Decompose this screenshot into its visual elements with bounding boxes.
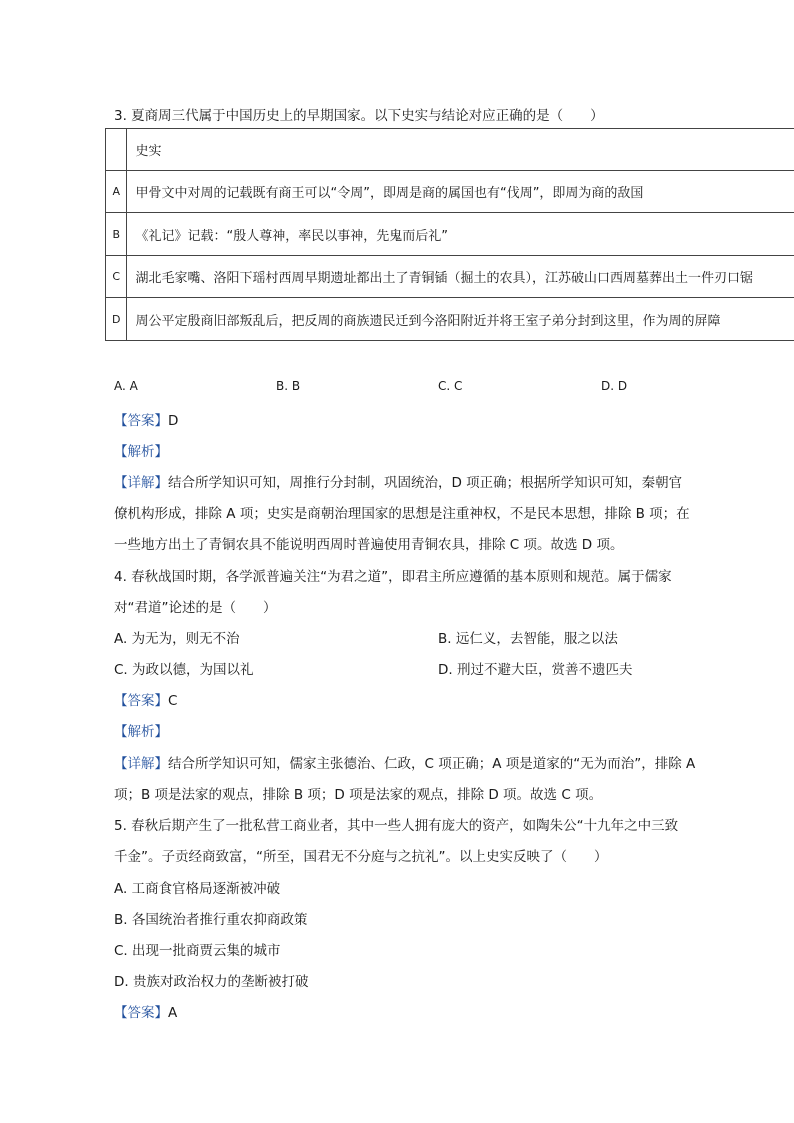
answer-tag: 【答案】 — [114, 1005, 168, 1021]
q4-stem-line-1: 4. 春秋战国时期，各学派普遍关注“为君之道”，即君主所应遵循的基本原则和规范。属于儒家 — [114, 569, 672, 585]
q3-option-b: B. B — [276, 379, 301, 393]
detail-tag: 【详解】 — [114, 475, 168, 491]
q3-detail-line-3: 一些地方出土了青铜农具不能说明西周时普遍使用青铜农具，排除 C 项。故选 D 项。 — [114, 537, 624, 553]
answer-value: C — [168, 693, 178, 709]
detail-tag: 【详解】 — [114, 756, 168, 772]
answer-value: A — [168, 1005, 178, 1021]
q5-option-b: B. 各国统治者推行重农抑商政策 — [114, 912, 308, 928]
q3-option-d: D. D — [601, 379, 628, 393]
q4-option-b: B. 远仁义，去智能，服之以法 — [438, 631, 618, 647]
detail-text: 结合所学知识可知，儒家主张德治、仁政，C 项正确；A 项是道家的“无为而治”，排除 A — [168, 756, 696, 772]
row-key: B — [106, 213, 127, 256]
row-text: 《礼记》记载：“殷人尊神，率民以事神，先鬼而后礼” — [127, 213, 794, 256]
q3-stem: 3. 夏商周三代属于中国历史上的早期国家。以下史实与结论对应正确的是（ ） — [114, 108, 604, 124]
row-text: 甲骨文中对周的记载既有商王可以“令周”，即周是商的属国也有“伐周”，即周为商的敌国 — [127, 171, 794, 213]
row-text: 周公平定殷商旧部叛乱后，把反周的商族遗民迁到今洛阳附近并将王室子弟分封到这里，作为周的屏障 — [127, 298, 794, 341]
q3-option-a: A. A — [114, 379, 138, 393]
q4-detail-line-1 — [114, 752, 695, 772]
q3-analysis-tag: 【解析】 — [114, 444, 168, 460]
q3-answer — [114, 409, 178, 429]
q4-answer — [114, 689, 177, 709]
table-row — [106, 171, 794, 213]
table-header-label: 史实 — [127, 129, 794, 171]
answer-tag: 【答案】 — [114, 413, 168, 429]
q3-detail-line-2: 僚机构形成，排除 A 项；史实是商朝治理国家的思想是注重神权，不是民本思想，排除 B 项；在 — [114, 506, 690, 522]
answer-value: D — [168, 413, 179, 429]
q4-analysis-tag: 【解析】 — [114, 724, 168, 740]
q3-facts-table — [105, 128, 794, 341]
table-header-key-cell — [106, 129, 127, 171]
table-row — [106, 298, 794, 341]
table-row — [106, 213, 794, 256]
row-key: D — [106, 298, 127, 341]
table-header-row — [106, 129, 794, 171]
q4-stem-line-2: 对“君道”论述的是（ ） — [114, 600, 277, 616]
q5-option-c: C. 出现一批商贾云集的城市 — [114, 943, 281, 959]
q4-option-c: C. 为政以德，为国以礼 — [114, 662, 254, 678]
q3-detail-line-1 — [114, 471, 682, 491]
row-key: C — [106, 256, 127, 298]
q4-option-d: D. 刑过不避大臣，赏善不遗匹夫 — [438, 662, 633, 678]
q5-stem-line-1: 5. 春秋后期产生了一批私营工商业者，其中一些人拥有庞大的资产，如陶朱公“十九年之中三致 — [114, 818, 679, 834]
table-row — [106, 256, 794, 298]
q5-answer — [114, 1001, 177, 1021]
q3-option-c: C. C — [438, 379, 463, 393]
row-key: A — [106, 171, 127, 213]
row-text: 湖北毛家嘴、洛阳下瑶村西周早期遗址都出土了青铜锸（掘土的农具），江苏破山口西周墓葬出土一件刃口锯 — [127, 256, 794, 298]
detail-text: 结合所学知识可知，周推行分封制，巩固统治，D 项正确；根据所学知识可知，秦朝官 — [168, 475, 683, 491]
q5-stem-line-2: 千金”。子贡经商致富，“所至，国君无不分庭与之抗礼”。以上史实反映了（ ） — [114, 849, 608, 865]
q4-detail-line-2: 项；B 项是法家的观点，排除 B 项；D 项是法家的观点，排除 D 项。故选 C 项。 — [114, 787, 603, 803]
q4-option-a: A. 为无为，则无不治 — [114, 631, 240, 647]
q5-option-d: D. 贵族对政治权力的垄断被打破 — [114, 974, 309, 990]
answer-tag: 【答案】 — [114, 693, 168, 709]
q5-option-a: A. 工商食官格局逐渐被冲破 — [114, 881, 281, 897]
